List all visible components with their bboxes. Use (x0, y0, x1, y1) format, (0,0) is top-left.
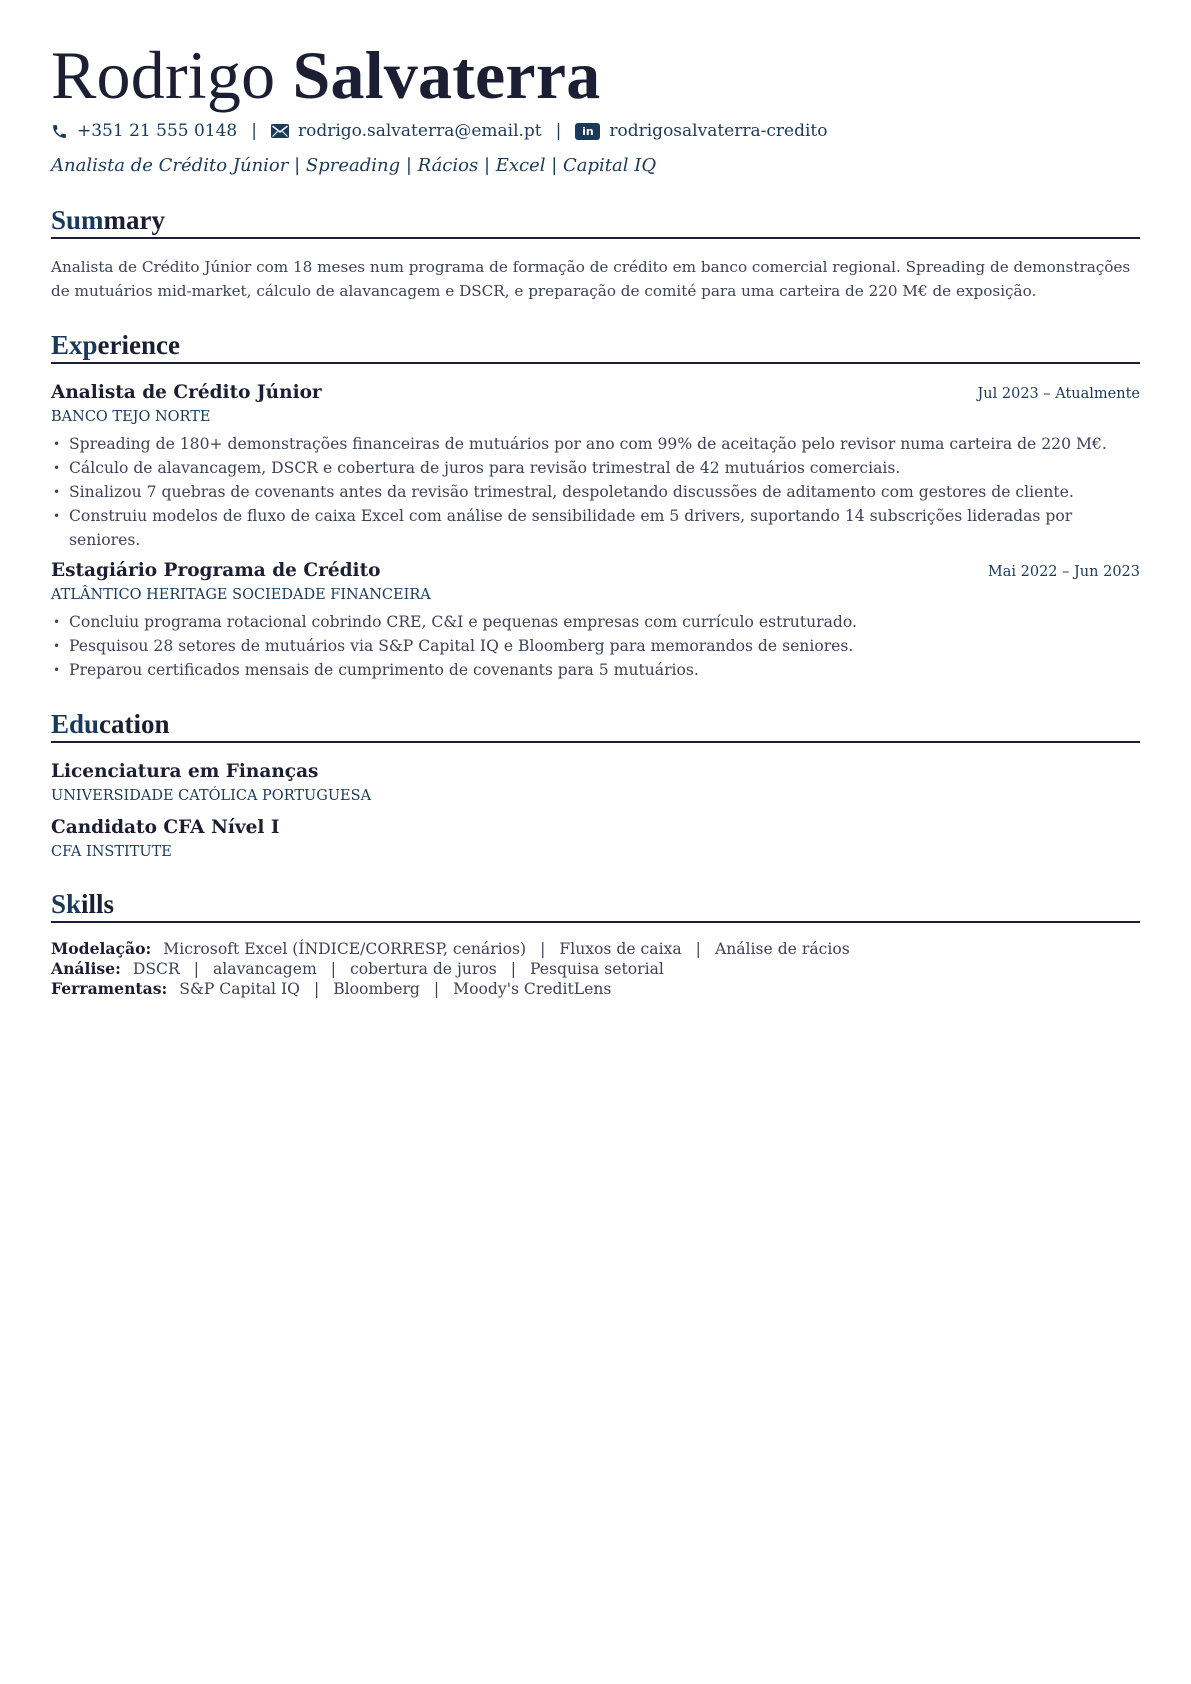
linkedin-handle: rodrigosalvaterra-credito (609, 121, 828, 141)
candidate-name (51, 36, 1140, 114)
last-name: Salvaterra (292, 37, 601, 113)
bullet-item: • Cálculo de alavancagem, DSCR e cobertura de juros para revisão trimestral de 42 mutuários comerciais. (51, 456, 1140, 480)
section-title-experience: Experience (51, 329, 1140, 364)
skill-item: alavancagem (212, 960, 317, 978)
skill-category: Ferramentas: (51, 979, 168, 998)
skill-item: Microsoft Excel (ÍNDICE/CORRESP, cenários) (163, 940, 527, 958)
contact-separator: | (555, 121, 562, 141)
job-bullets (51, 432, 1140, 552)
summary-text: Analista de Crédito Júnior com 18 meses num programa de formação de crédito em banco comercial regional. Spreading de demonstrações de mutuários mid-market, cálculo de alavancagem e DSCR, e preparação de comité para uma carteira de 220 M€ de exposição. (51, 258, 1131, 300)
education-entry (51, 759, 1140, 806)
skill-separator: | (313, 980, 320, 998)
skill-separator: | (330, 960, 337, 978)
skill-row (51, 979, 1140, 999)
job-bullets (51, 610, 1140, 682)
degree-title: Candidato CFA Nível I (51, 817, 280, 838)
contact-email[interactable] (271, 121, 542, 141)
job-date: Jul 2023 – Atualmente (977, 386, 1140, 402)
skill-item: cobertura de juros (350, 960, 497, 978)
job-entry (51, 380, 1140, 552)
bullet-item: • Pesquisou 28 setores de mutuários via S&P Capital IQ e Bloomberg para memorandos de seniores. (51, 634, 1140, 658)
experience-section (51, 329, 1140, 682)
skill-item: Análise de rácios (714, 940, 850, 958)
education-section (51, 708, 1140, 862)
section-title-summary: Summary (51, 204, 1140, 239)
skill-separator: | (695, 940, 701, 958)
skill-category: Análise: (51, 959, 121, 978)
skill-item: Bloomberg (333, 980, 420, 998)
bullet-item: • Sinalizou 7 quebras de covenants antes da revisão trimestral, despoletando discussões de aditamento com gestores de cliente. (51, 480, 1140, 504)
job-title: Analista de Crédito Júnior (51, 382, 322, 403)
first-name: Rodrigo (51, 37, 276, 113)
skill-item: Fluxos de caixa (559, 940, 682, 958)
degree-title: Licenciatura em Finanças (51, 761, 319, 782)
skill-item: Pesquisa setorial (529, 960, 664, 978)
headline-tagline: Analista de Crédito Júnior | Spreading | Rácios | Excel | Capital IQ (51, 155, 657, 176)
job-date: Mai 2022 – Jun 2023 (987, 564, 1140, 580)
envelope-icon (271, 124, 289, 138)
contact-line (51, 118, 1140, 144)
institution: UNIVERSIDADE CATÓLICA PORTUGUESA (51, 788, 372, 804)
phone-icon (51, 123, 68, 140)
summary-section (51, 204, 1140, 303)
linkedin-icon: in (575, 123, 600, 140)
skill-separator: | (433, 980, 440, 998)
contact-phone[interactable] (51, 121, 237, 141)
skills-section (51, 888, 1140, 999)
bullet-item: • Concluiu programa rotacional cobrindo CRE, C&I e pequenas empresas com currículo estruturado. (51, 610, 1140, 634)
skill-item: Moody's CreditLens (453, 980, 612, 998)
bullet-item: • Preparou certificados mensais de cumprimento de covenants para 5 mutuários. (51, 658, 1140, 682)
education-entry (51, 815, 1140, 862)
job-title: Estagiário Programa de Crédito (51, 560, 381, 581)
skill-category: Modelação: (51, 939, 152, 958)
job-entry (51, 558, 1140, 682)
institution: CFA INSTITUTE (51, 844, 172, 860)
employer: ATLÂNTICO HERITAGE SOCIEDADE FINANCEIRA (51, 587, 431, 603)
employer: BANCO TEJO NORTE (51, 409, 211, 425)
section-title-skills: Skills (51, 888, 1140, 923)
skill-separator: | (510, 960, 516, 978)
skill-separator: | (193, 960, 199, 978)
contact-separator: | (251, 121, 257, 141)
skill-item: S&P Capital IQ (179, 980, 300, 998)
phone-number: +351 21 555 0148 (77, 121, 238, 141)
skill-row (51, 959, 1140, 979)
bullet-item: • Spreading de 180+ demonstrações financeiras de mutuários por ano com 99% de aceitação pelo revisor numa carteira de 220 M€. (51, 432, 1140, 456)
contact-linkedin[interactable] (575, 121, 827, 141)
skill-item: DSCR (132, 960, 180, 978)
section-title-education: Education (51, 708, 1140, 743)
email-address: rodrigo.salvaterra@email.pt (297, 121, 542, 141)
bullet-item: • Construiu modelos de fluxo de caixa Excel com análise de sensibilidade em 5 drivers, suportando 14 subscrições lideradas por seniores. (51, 504, 1140, 552)
skill-row (51, 939, 1140, 959)
skill-separator: | (540, 940, 546, 958)
